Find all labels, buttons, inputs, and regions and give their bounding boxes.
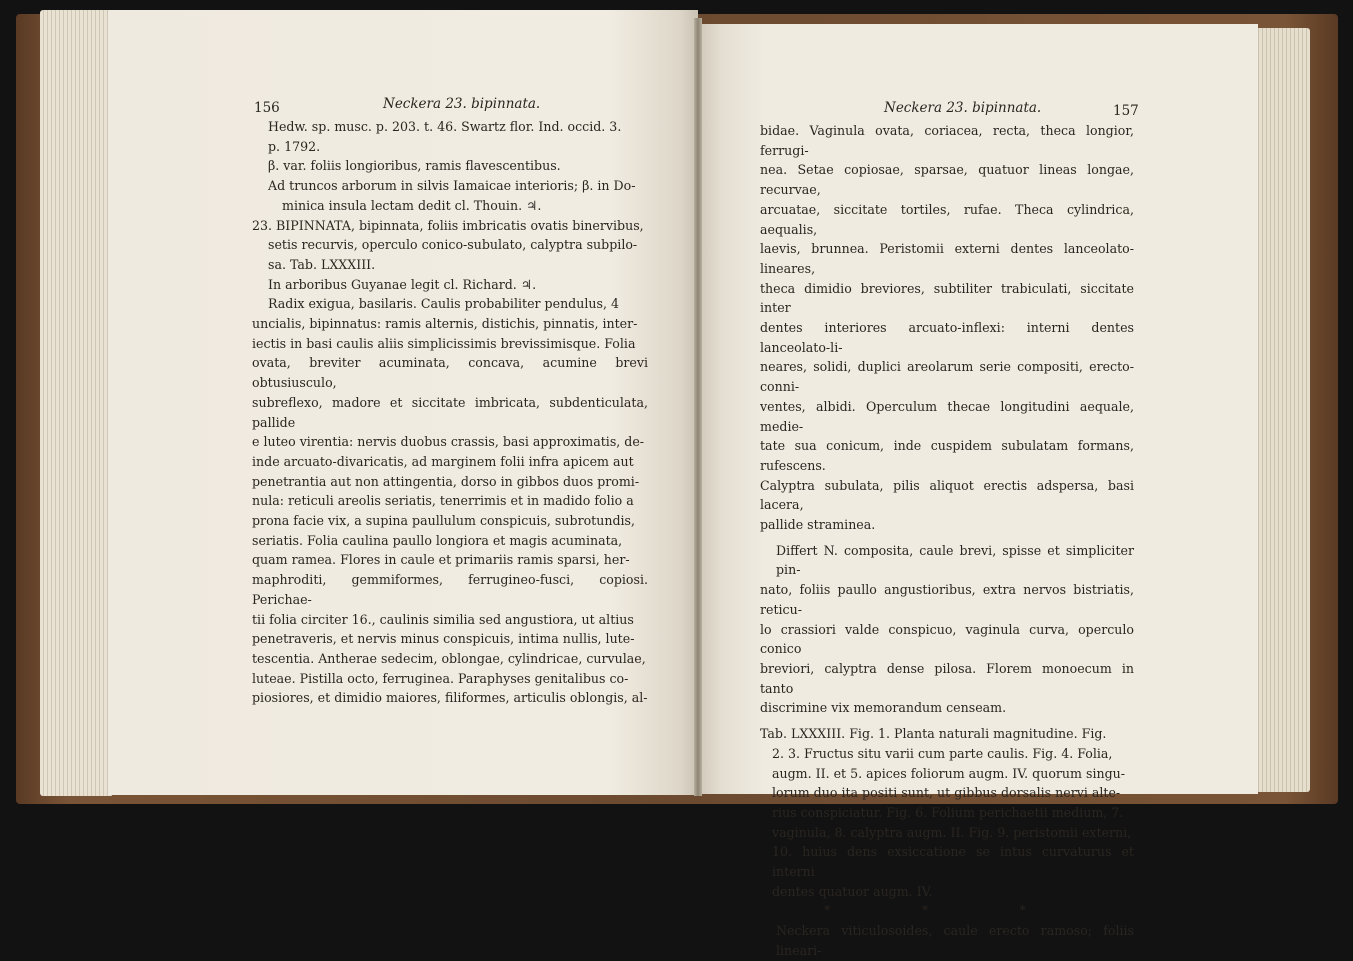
text-line: tescentia. Antherae sedecim, oblongae, cylindricae, curvulae, <box>252 650 646 666</box>
text-line: dentes quatuor augm. IV. <box>772 883 933 899</box>
text-line: Calyptra subulata, pilis aliquot erectis adspersa, basi lacera, <box>760 477 1134 513</box>
text-line: prona facie vix, a supina paullulum conspicuis, subrotundis, <box>252 513 636 529</box>
left-text-block <box>252 117 648 708</box>
text-line: p. 1792. <box>268 138 321 154</box>
text-line: theca dimidio breviores, subtiliter trabiculati, siccitate inter <box>760 280 1134 316</box>
text-line: lorum duo ita positi sunt, ut gibbus dorsalis nervi alte- <box>772 785 1121 801</box>
page-edges-right <box>1255 28 1310 792</box>
right-text-block <box>760 121 1134 961</box>
text-line: maphroditi, gemmiformes, ferrugineo-fusci, copiosi. Perichae- <box>252 572 648 607</box>
text-line: dentes interiores arcuato-inflexi: interni dentes lanceolato-li- <box>760 320 1134 355</box>
text-line: penetrantia aut non attingentia, dorso in gibbos duos promi- <box>252 473 640 489</box>
section-separator: * * * <box>824 903 1070 918</box>
book-gutter <box>694 18 702 796</box>
text-line: Ad truncos arborum in silvis Iamaicae interioris; β. in Do- <box>268 178 636 194</box>
text-line: nato, foliis paullo angustioribus, extra nervos bistriatis, reticu- <box>760 582 1134 617</box>
left-page-number: 156 <box>254 100 280 116</box>
left-running-title: Neckera 23. bipinnata. <box>383 96 541 112</box>
text-line: lo crassiori valde conspicuo, vaginula curva, operculo conico <box>760 621 1134 657</box>
text-line: luteae. Pistilla octo, ferruginea. Paraphyses genitalibus co- <box>252 670 629 686</box>
text-line: uncialis, bipinnatus: ramis alternis, distichis, pinnatis, inter- <box>252 316 638 332</box>
text-line: rius conspiciatur. Fig. 6. Folium perichaetii medium, 7. <box>772 804 1124 820</box>
text-line: arcuatae, siccitate tortiles, rufae. Theca cylindrica, aequalis, <box>760 201 1134 237</box>
right-running-title: Neckera 23. bipinnata. <box>884 100 1042 116</box>
text-line: Tab. LXXXIII. Fig. 1. Planta naturali magnitudine. Fig. <box>760 726 1107 742</box>
text-line: Neckera viticulosoides, caule erecto ramoso; foliis lineari- <box>776 923 1134 958</box>
text-line: inde arcuato-divaricatis, ad marginem folii infra apicem aut <box>252 453 634 469</box>
text-line: nula: reticuli areolis seriatis, tenerrimis et in madido folio a <box>252 493 634 509</box>
page-edges-left <box>40 10 112 796</box>
text-line: 10. huius dens exsiccatione se intus curvaturus et interni <box>772 844 1134 880</box>
text-line: neares, solidi, duplici areolarum serie compositi, erecto-conni- <box>760 359 1134 395</box>
text-line: Hedw. sp. musc. p. 203. t. 46. Swartz flor. Ind. occid. 3. <box>268 119 622 134</box>
text-line: β. var. foliis longioribus, ramis flavescentibus. <box>268 158 561 174</box>
text-line: 2. 3. Fructus situ varii cum parte caulis. Fig. 4. Folia, <box>772 745 1113 761</box>
text-line: seriatis. Folia caulina paullo longiora et magis acuminata, <box>252 532 623 548</box>
text-line: minica insula lectam dedit cl. Thouin. ♃. <box>282 197 542 213</box>
text-line: tii folia circiter 16., caulinis similia sed angustiora, ut altius <box>252 611 634 627</box>
text-line: ventes, albidi. Operculum thecae longitudini aequale, medie- <box>760 398 1134 434</box>
text-line: penetraveris, et nervis minus conspicuis, intima nullis, lute- <box>252 631 635 647</box>
text-line: laevis, brunnea. Peristomii externi dentes lanceolato-lineares, <box>760 241 1134 276</box>
text-line: setis recurvis, operculo conico-subulato, calyptra subpilo- <box>268 237 638 253</box>
text-line: Differt N. composita, caule brevi, spisse et simpliciter pin- <box>776 542 1134 578</box>
text-line: sa. Tab. LXXXIII. <box>268 256 376 272</box>
text-line: e luteo virentia: nervis duobus crassis, basi approximatis, de- <box>252 434 645 450</box>
text-line: pallide straminea. <box>760 517 876 533</box>
text-line: vaginula, 8. calyptra augm. II. Fig. 9. peristomii externi, <box>772 824 1132 840</box>
text-line: bidae. Vaginula ovata, coriacea, recta, theca longior, ferrugi- <box>760 123 1134 158</box>
text-line: In arboribus Guyanae legit cl. Richard. ♃. <box>268 276 537 292</box>
text-line: piosiores, et dimidio maiores, filiformes, articulis oblongis, al- <box>252 690 648 706</box>
text-line: ovata, breviter acuminata, concava, acumine brevi obtusiusculo, <box>252 355 648 391</box>
text-line: discrimine vix memorandum censeam. <box>760 700 1007 716</box>
text-line: subreflexo, madore et siccitate imbricata, subdenticulata, pallide <box>252 394 648 430</box>
text-line: nea. Setae copiosae, sparsae, quatuor lineas longae, recurvae, <box>760 162 1134 198</box>
text-line: iectis in basi caulis aliis simplicissimis brevissimisque. Folia <box>252 335 636 351</box>
right-page-number: 157 <box>1113 103 1139 119</box>
text-line: tate sua conicum, inde cuspidem subulatam formans, rufescens. <box>760 438 1134 473</box>
text-line: 23. BIPINNATA, bipinnata, foliis imbricatis ovatis binervibus, <box>252 217 644 233</box>
text-line: quam ramea. Flores in caule et primariis ramis sparsi, her- <box>252 552 630 568</box>
text-line: breviori, calyptra dense pilosa. Florem monoecum in tanto <box>760 660 1134 696</box>
text-line: Radix exigua, basilaris. Caulis probabiliter pendulus, 4 <box>268 296 619 312</box>
text-line: augm. II. et 5. apices foliorum augm. IV. quorum singu- <box>772 765 1126 781</box>
